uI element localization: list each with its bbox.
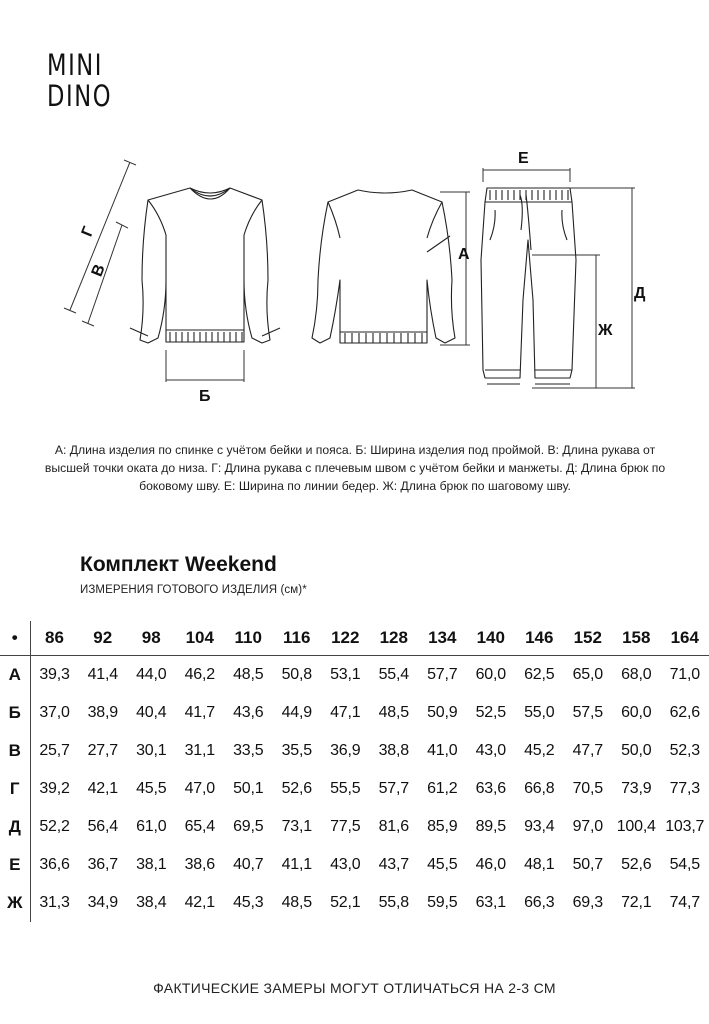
table-cell: 56,4 [87,818,118,835]
table-cell: 33,5 [233,742,264,759]
size-column-header: 158 [612,621,661,656]
sweatshirt-front-drawing [130,188,280,343]
table-cell: 81,6 [378,818,409,835]
table-cell: 44,0 [136,666,167,683]
size-column-header: 152 [564,621,613,656]
table-cell: 62,5 [524,666,555,683]
table-cell: 52,6 [281,780,312,797]
measurement-lines [64,160,635,388]
table-cell: 50,1 [233,780,264,797]
table-cell: 44,9 [281,704,312,721]
table-cell: 38,6 [184,856,215,873]
table-cell: 43,0 [330,856,361,873]
table-cell: 63,6 [475,780,506,797]
table-row [0,808,709,846]
table-cell: 48,5 [281,894,312,911]
size-column-header: 116 [273,621,322,656]
table-cell: 69,3 [572,894,603,911]
table-cell: 31,3 [39,894,70,911]
table-cell: 74,7 [669,894,700,911]
disclaimer-footer: ФАКТИЧЕСКИЕ ЗАМЕРЫ МОГУТ ОТЛИЧАТЬСЯ НА 2-3 СМ [153,980,556,996]
table-row [0,732,709,770]
table-cell: 52,6 [621,856,652,873]
measurement-legend: А: Длина изделия по спинке с учётом бейки и пояса. Б: Ширина изделия под проймой. В: Длина рукава от высшей точки оката до низа. Г: Длина рукава с плечевым швом с учётом бейки и манжеты. Д: Длина брюк по боковому шву. Е: Ширина по линии бедер. Ж: Длина брюк по шаговому шву. [44,443,666,493]
table-cell: 47,1 [330,704,361,721]
table-cell: 48,5 [233,666,264,683]
table-cell: 45,2 [524,742,555,759]
row-label: Д [0,808,30,846]
table-cell: 85,9 [427,818,458,835]
diagram-label-d: Д [634,285,646,302]
size-column-header: 164 [661,621,709,656]
table-cell: 39,2 [39,780,70,797]
table-cell: 50,8 [281,666,312,683]
sweatshirt-back-drawing [312,190,455,343]
size-header-row [0,621,709,656]
table-corner-bullet: • [0,621,30,656]
table-cell: 40,4 [136,704,167,721]
table-cell: 57,5 [572,704,603,721]
table-cell: 41,7 [184,704,215,721]
diagram-label-g: Г [78,224,98,240]
table-cell: 45,5 [136,780,167,797]
table-cell: 57,7 [427,666,458,683]
table-cell: 50,9 [427,704,458,721]
diagram-label-b: Б [199,388,211,405]
size-column-header: 146 [515,621,564,656]
table-cell: 77,3 [669,780,700,797]
size-column-header: 134 [418,621,467,656]
table-cell: 38,9 [87,704,118,721]
table-cell: 60,0 [475,666,506,683]
table-cell: 25,7 [39,742,70,759]
table-row [0,884,709,922]
table-cell: 77,5 [330,818,361,835]
table-cell: 68,0 [621,666,652,683]
table-cell: 45,5 [427,856,458,873]
table-cell: 62,6 [669,704,700,721]
diagram-label-a: А [458,246,470,263]
size-column-header: 104 [176,621,225,656]
table-cell: 73,1 [281,818,312,835]
size-column-header: 98 [127,621,176,656]
table-cell: 57,7 [378,780,409,797]
product-title: Комплект Weekend [80,553,277,576]
table-cell: 36,9 [330,742,361,759]
table-cell: 31,1 [184,742,215,759]
table-cell: 36,7 [87,856,118,873]
brand-logo [47,50,112,112]
size-column-header: 92 [79,621,128,656]
table-cell: 54,5 [669,856,700,873]
trousers-drawing [481,188,576,384]
table-cell: 52,5 [475,704,506,721]
table-cell: 66,8 [524,780,555,797]
table-cell: 48,1 [524,856,555,873]
size-column-header: 128 [370,621,419,656]
table-cell: 48,5 [378,704,409,721]
table-cell: 34,9 [87,894,118,911]
table-cell: 43,7 [378,856,409,873]
table-cell: 70,5 [572,780,603,797]
row-label: В [0,732,30,770]
table-row [0,694,709,732]
table-cell: 103,7 [665,818,705,835]
table-cell: 47,0 [184,780,215,797]
table-subtitle: ИЗМЕРЕНИЯ ГОТОВОГО ИЗДЕЛИЯ (см)* [80,584,307,596]
diagram-label-v: В [88,261,109,280]
table-cell: 47,7 [572,742,603,759]
table-cell: 36,6 [39,856,70,873]
table-cell: 41,1 [281,856,312,873]
garment-diagram [0,140,709,420]
size-column-header: 86 [30,621,79,656]
diagram-label-zh: Ж [598,322,613,339]
row-label: Г [0,770,30,808]
row-label: Б [0,694,30,732]
table-cell: 55,8 [378,894,409,911]
size-column-header: 110 [224,621,273,656]
table-cell: 50,0 [621,742,652,759]
table-cell: 55,5 [330,780,361,797]
table-cell: 59,5 [427,894,458,911]
table-cell: 52,1 [330,894,361,911]
table-cell: 27,7 [87,742,118,759]
table-cell: 66,3 [524,894,555,911]
table-cell: 97,0 [572,818,603,835]
table-cell: 37,0 [39,704,70,721]
brand-logo-line1: MINI [47,48,104,82]
table-row [0,770,709,808]
table-cell: 43,6 [233,704,264,721]
table-row [0,656,709,695]
table-cell: 52,3 [669,742,700,759]
size-column-header: 122 [321,621,370,656]
table-cell: 60,0 [621,704,652,721]
table-cell: 65,0 [572,666,603,683]
table-cell: 61,0 [136,818,167,835]
row-label: А [0,656,30,695]
size-table-body [0,656,709,923]
table-cell: 40,7 [233,856,264,873]
table-cell: 93,4 [524,818,555,835]
row-label: Ж [0,884,30,922]
table-cell: 46,0 [475,856,506,873]
table-cell: 100,4 [616,818,656,835]
table-cell: 65,4 [184,818,215,835]
table-cell: 43,0 [475,742,506,759]
table-cell: 72,1 [621,894,652,911]
table-row [0,846,709,884]
size-table [0,621,709,922]
table-cell: 46,2 [184,666,215,683]
table-cell: 69,5 [233,818,264,835]
table-cell: 50,7 [572,856,603,873]
table-cell: 41,0 [427,742,458,759]
table-cell: 73,9 [621,780,652,797]
table-cell: 53,1 [330,666,361,683]
table-cell: 52,2 [39,818,70,835]
table-cell: 63,1 [475,894,506,911]
table-cell: 55,0 [524,704,555,721]
table-cell: 41,4 [87,666,118,683]
table-cell: 39,3 [39,666,70,683]
table-cell: 55,4 [378,666,409,683]
size-column-header: 140 [467,621,516,656]
table-cell: 71,0 [669,666,700,683]
table-cell: 42,1 [184,894,215,911]
table-cell: 61,2 [427,780,458,797]
table-cell: 38,8 [378,742,409,759]
diagram-label-e: Е [518,150,529,167]
row-label: Е [0,846,30,884]
brand-logo-line2: DINO [47,79,113,113]
table-cell: 42,1 [87,780,118,797]
table-cell: 30,1 [136,742,167,759]
table-cell: 89,5 [475,818,506,835]
table-cell: 35,5 [281,742,312,759]
table-cell: 38,4 [136,894,167,911]
table-cell: 38,1 [136,856,167,873]
table-cell: 45,3 [233,894,264,911]
